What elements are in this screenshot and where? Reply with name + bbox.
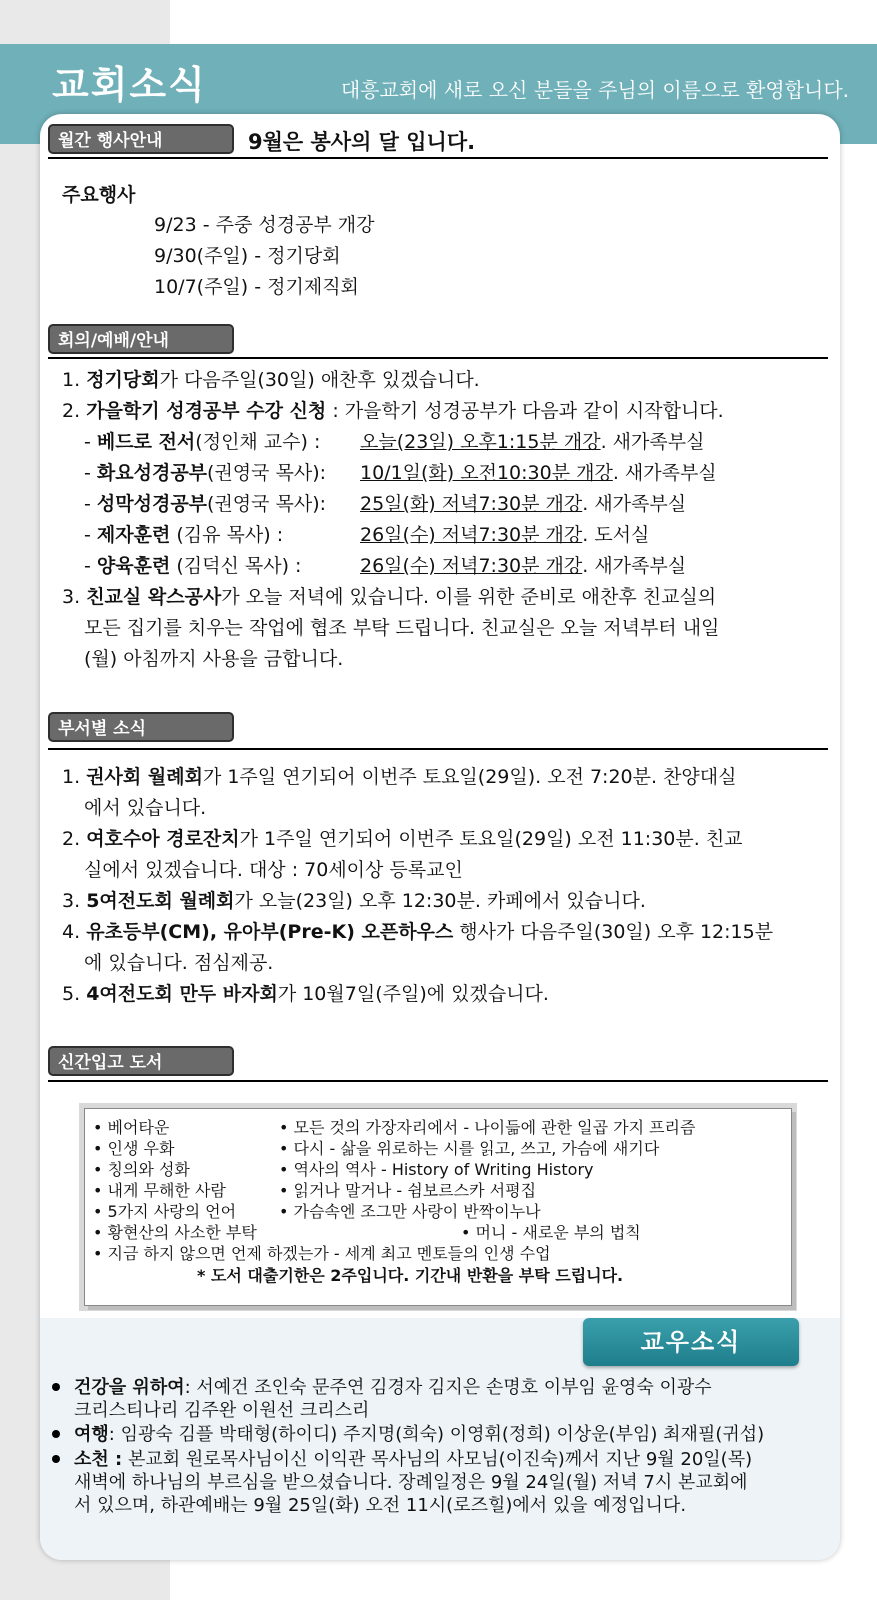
book-item: • 역사의 역사 - History of Writing History [279, 1160, 594, 1179]
meeting-item-2: 2. 가을학기 성경공부 수강 신청 : 가을학기 성경공부가 다음과 같이 시작합니다. [62, 400, 724, 422]
event-item: 9/30(주일) - 정기당회 [154, 245, 341, 267]
divider [48, 157, 828, 159]
event-item: 10/7(주일) - 정기제직회 [154, 276, 359, 298]
class-time: 오늘(23일) 오후1:15분 개강. 새가족부실 [360, 431, 705, 453]
book-item: • 베어타운 [93, 1118, 170, 1137]
book-list-box [84, 1108, 792, 1306]
travel-line: 여행: 임광숙 김플 박태형(하이디) 주지명(희숙) 이영휘(정희) 이상운(부임) 최재필(귀섭) [74, 1424, 765, 1445]
book-item: • 5가지 사랑의 언어 [93, 1202, 237, 1221]
class-time: 26일(수) 저녁7:30분 개강. 새가족부실 [360, 555, 687, 577]
book-item: • 지금 하지 않으면 언제 하겠는가 - 세계 최고 멘토들의 인생 수업 [93, 1244, 551, 1263]
monthly-headline: 9월은 봉사의 달 입니다. [248, 130, 476, 154]
members-news-title: 교우소식 [583, 1318, 799, 1366]
dept-item-5: 5. 4여전도회 만두 바자회가 10월7일(주일)에 있겠습니다. [62, 983, 549, 1005]
dept-item-2: 2. 여호수아 경로잔치가 1주일 연기되어 이번주 토요일(29일) 오전 11:30분. 친교 [62, 828, 743, 850]
bullet-icon [52, 1430, 60, 1438]
book-item: • 칭의와 성화 [93, 1160, 190, 1179]
page-title: 교회소식 [52, 63, 207, 107]
book-item: • 모든 것의 가장자리에서 - 나이듦에 관한 일곱 가지 프리즘 [279, 1118, 696, 1137]
death-line: 소천 : 본교회 원로목사님이신 이익관 목사님의 사모님(이진숙)께서 지난 9월 20일(목) [74, 1449, 753, 1470]
event-item: 9/23 - 주중 성경공부 개강 [154, 214, 375, 236]
class-row: - 베드로 전서(정인채 교수) : [84, 431, 321, 453]
death-line3: 서 있으며, 하관예배는 9월 25일(화) 오전 11시(로즈힐)에서 있을 예정입니다. [74, 1495, 687, 1516]
health-line: 건강을 위하여: 서예건 조인숙 문주연 김경자 김지은 손명호 이부임 윤영숙 이광수 [74, 1377, 712, 1398]
news-card [40, 114, 840, 1560]
book-item: • 읽거나 말거나 - 쉼보르스카 서평집 [279, 1181, 537, 1200]
class-time: 10/1일(화) 오전10:30분 개강. 새가족부실 [360, 462, 717, 484]
dept-item-2-line2: 실에서 있겠습니다. 대상 : 70세이상 등록교인 [84, 859, 463, 881]
dept-news-tag: 부서별 소식 [48, 712, 234, 742]
divider [48, 748, 828, 750]
class-row: - 성막성경공부(권영국 목사): [84, 493, 327, 515]
dept-item-1: 1. 권사회 월례회가 1주일 연기되어 이번주 토요일(29일). 오전 7:20분. 찬양대실 [62, 766, 737, 788]
meeting-item-1: 1. 정기당회가 다음주일(30일) 애찬후 있겠습니다. [62, 369, 480, 391]
class-row: - 화요성경공부(권영국 목사): [84, 462, 327, 484]
welcome-subtitle: 대흥교회에 새로 오신 분들을 주님의 이름으로 환영합니다. [340, 78, 849, 102]
loan-notice: * 도서 대출기한은 2주입니다. 기간내 반환을 부탁 드립니다. [197, 1266, 624, 1285]
book-item: • 가슴속엔 조그만 사랑이 반짝이누나 [279, 1202, 541, 1221]
class-time: 26일(수) 저녁7:30분 개강. 도서실 [360, 524, 650, 546]
book-item: • 다시 - 삶을 위로하는 시를 읽고, 쓰고, 가슴에 새기다 [279, 1139, 660, 1158]
book-item: • 머니 - 새로운 부의 법칙 [461, 1223, 641, 1242]
meeting-item-3: 3. 친교실 왁스공사가 오늘 저녁에 있습니다. 이를 위한 준비로 애찬후 친교실의 [62, 586, 717, 608]
dept-item-3: 3. 5여전도회 월례회가 오늘(23일) 오후 12:30분. 카페에서 있습니다. [62, 890, 646, 912]
book-item: • 내게 무해한 사람 [93, 1181, 226, 1200]
new-books-tag: 신간입고 도서 [48, 1046, 234, 1076]
monthly-events-tag: 월간 행사안내 [48, 124, 234, 154]
class-time: 25일(화) 저녁7:30분 개강. 새가족부실 [360, 493, 687, 515]
dept-item-1-line2: 에서 있습니다. [84, 797, 207, 819]
divider [48, 1080, 828, 1082]
meeting-item-3-line3: (월) 아침까지 사용을 금합니다. [84, 648, 344, 670]
bullet-icon [52, 1455, 60, 1463]
class-row: - 양육훈련 (김덕신 목사) : [84, 555, 302, 577]
events-title: 주요행사 [62, 184, 136, 206]
death-line2: 새벽에 하나님의 부르심을 받으셨습니다. 장례일정은 9월 24일(월) 저녁 7시 본교회에 [74, 1472, 748, 1493]
bullet-icon [52, 1383, 60, 1391]
meeting-item-3-line2: 모든 집기를 치우는 작업에 협조 부탁 드립니다. 친교실은 오늘 저녁부터 내일 [84, 617, 720, 639]
dept-item-4-line2: 에 있습니다. 점심제공. [84, 952, 274, 974]
class-row: - 제자훈련 (김유 목사) : [84, 524, 284, 546]
book-item: • 황현산의 사소한 부탁 [93, 1223, 257, 1242]
members-news-section [40, 1318, 840, 1560]
divider [48, 357, 828, 359]
book-item: • 인생 우화 [93, 1139, 175, 1158]
dept-item-4: 4. 유초등부(CM), 유아부(Pre-K) 오픈하우스 행사가 다음주일(30일) 오후 12:15분 [62, 921, 774, 943]
meeting-tag: 회의/예배/안내 [48, 324, 234, 354]
health-line2: 크리스티나리 김주완 이원선 크리스리 [74, 1400, 370, 1421]
